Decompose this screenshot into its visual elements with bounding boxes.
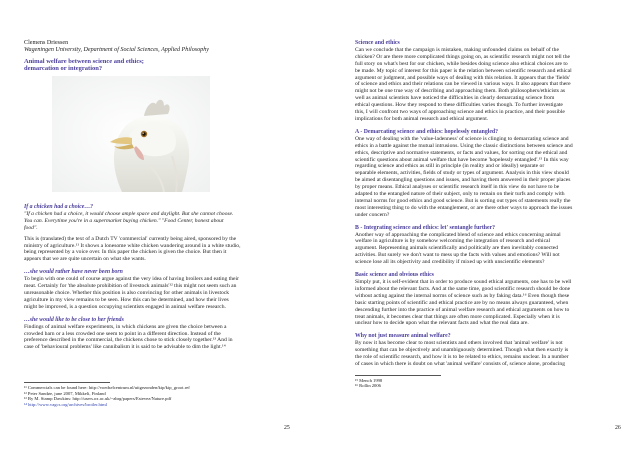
text-line: preference described in the commercial, the chickens chose to stick closely together.¹³ And in xyxy=(24,337,233,344)
text-line: Another way of approaching the complicated blend of science and ethics concerning animal xyxy=(355,231,561,238)
text-line: case of 'behavioural problems' like cannibalism it is said to be advisable to dim the light.¹⁴ xyxy=(24,344,226,351)
section-heading-basic-science: Basic science and obvious ethics xyxy=(355,272,434,279)
page-number: 26 xyxy=(615,425,621,431)
section-heading-close-to-friends: …she would like to be close to her friends xyxy=(24,316,124,323)
text-line: implications for both animal research and ethical argument. xyxy=(355,115,489,122)
text-line: crowded barn or a less crowded one seem to point in a different direction. Instead of the xyxy=(24,330,221,337)
text-line: ethics, descriptive and normative statements, or facts and values, for sorting out the ethical and xyxy=(355,149,568,156)
quote-line: "If a chicken had a choice, it would choose ample space and daylight. But she cannot choose. xyxy=(24,210,234,217)
section-heading-demarcating: A - Demarcating science and ethics: hopelessly entangled? xyxy=(355,128,499,135)
text-line: science lose all its objectivity and credibility if mixed up with unscientific elements? xyxy=(355,259,545,266)
text-line: One way of dealing with the 'value-ladenness' of science is clinging to demarcating science and xyxy=(355,135,569,142)
text-line: appears that we are quite uncertain on what she wants. xyxy=(24,256,146,263)
header-block xyxy=(24,40,292,73)
text-line: might not be one true way of describing and approaching them. Both philosophers/ethicists as xyxy=(355,88,566,95)
text-line: might be improved, is a question occupying scientists engaged in animal welfare research. xyxy=(24,303,226,310)
science-ethics-paragraph xyxy=(355,47,621,123)
text-line: argument. Representing animals scientifically and politically are then inevitably connected xyxy=(355,245,559,252)
never-born-paragraph xyxy=(24,276,292,311)
text-line: ethical questions. How they respond to these difficulties varies though. To further investigate xyxy=(355,102,563,109)
text-line: ethics in a battle against the mutual intrusions. Using the classic distinctions between science and xyxy=(355,142,573,149)
footnote-link[interactable]: ¹⁴ http://www.vagcs.org/archives/broiler.html xyxy=(24,401,107,407)
text-line: To begin with one could of course argue against the very idea of having broilers and eating their xyxy=(24,276,239,283)
measure-welfare-paragraph xyxy=(355,340,621,368)
footnote-divider xyxy=(355,375,441,376)
demarcating-paragraph xyxy=(355,136,621,219)
section-heading-science-ethics: Science and ethics xyxy=(355,40,400,46)
paper-title-line-2: demarcation or integration? xyxy=(24,65,103,73)
basic-science-paragraph xyxy=(355,279,621,327)
text-line: full story on what's best for our chicken, while besides doing science also ethical choices are to xyxy=(355,60,568,67)
text-line: the role of scientific research, and how it is to be related to ethics, remains unclear. In a number xyxy=(355,354,569,361)
text-line: well as animal scientists have noticed the difficulties in clearly demarcating science from xyxy=(355,95,555,102)
text-line: agriculture in my view remains to be seen. How this can be determined, and how their lives xyxy=(24,296,229,303)
text-line: being represented by a voice over. In this paper the chicken is given the choice. But then it xyxy=(24,249,227,256)
text-line: Findings of animal welfare experiments, in which chickens are given the choice between a xyxy=(24,323,227,330)
text-line: regarding science and ethics as still in principle (in reality and or ideally) separate or xyxy=(355,163,545,170)
text-line: something that can be objectively and unambiguously determined. Though what then exactly is xyxy=(355,347,569,354)
text-line: scientific questions about animal welfare that have become 'hopelessly entangled'.¹⁵ In this way xyxy=(355,156,569,163)
text-line: treat animals, it becomes clear that things are often more complicated. Especially when it is xyxy=(355,313,560,320)
text-line: be made. My topic of interest for this paper is the relation between scientific research and ethical xyxy=(355,67,572,74)
text-line: this, I will confront two ways of approaching science and ethics in practice, and their possible xyxy=(355,109,565,116)
text-line: unreasonable choice. Whether this position is also convincing for other animals in livestock xyxy=(24,289,230,296)
chicken-photo xyxy=(52,76,210,192)
text-line: meat. Certainly for 'the absolute prohibition of livestock animals'¹² this might not seem such an xyxy=(24,283,237,290)
text-line: by proper means. Ethical analyses or scientific research itself in this view do not have to be xyxy=(355,184,560,191)
text-line: ministry of agriculture.¹¹ It shows a lonesome white chicken wandering around in a white studio, xyxy=(24,242,241,249)
integrating-paragraph xyxy=(355,232,621,267)
text-line: descending further into the practice of animal welfare research and ethical arguments on how to xyxy=(355,306,570,313)
left-body xyxy=(24,204,292,351)
left-footnotes xyxy=(24,382,292,407)
text-line: of science and ethics and their relations can be viewed in various ways. It also appears that there xyxy=(355,81,571,88)
footnote: ¹³ By M. Stamp Dawkins: http://users.ox.ac.uk/~abrg/papers/Estevez/Nature.pdf xyxy=(24,396,172,402)
commercial-quote xyxy=(24,211,292,232)
paper-title xyxy=(24,58,292,73)
text-line: internal norms for good ethics and good science. But is sorting out types of statements really the xyxy=(355,197,571,204)
text-line: be aimed at disentangling questions and issues, and having them answered in their proper places xyxy=(355,177,571,184)
right-body xyxy=(355,40,621,389)
text-line: under concern? xyxy=(355,211,390,218)
quote-line: You can. Everytime you're in a supermarket buying chicken." "Food Center, honest about xyxy=(24,217,224,224)
text-line: This is (translated) the text of a Dutch TV 'commercial' currently being aired, sponsored by the xyxy=(24,235,237,242)
intro-paragraph xyxy=(24,236,292,264)
section-heading-measure-welfare: Why not just measure animal welfare? xyxy=(355,333,451,340)
footnote: ¹⁵ Mench 1998 xyxy=(355,377,383,383)
chicken-illustration xyxy=(52,76,210,192)
text-line: Can we conclude that the campaign is mistaken, making unfounded claims on behalf of the xyxy=(355,46,559,53)
text-line: activities. But surely we don't want to mess up the facts with values and emotions? Will not xyxy=(355,252,560,259)
footnote: ¹² Peter Sandøe, june 2007, Mikkeli, Finland xyxy=(24,390,106,396)
footnote: ¹⁶ Rollin 2006 xyxy=(355,383,381,389)
text-line: adapted to the entangled nature of their subject, only to remain on their turfs and comply with xyxy=(355,191,565,198)
author-affiliation: Wageningen University, Department of Social Sciences, Applied Philosophy xyxy=(24,47,209,54)
paper-title-line-1: Animal welfare between science and ethics; xyxy=(24,57,144,65)
footnote: ¹¹ Commercials can be found here: http://voedselcentrum.nl/uitgezonden/kip/kip_groot.ref xyxy=(24,385,190,390)
right-page xyxy=(319,0,638,452)
text-line: By now it has become clear to most scientists and others involved that 'animal welfare' is not xyxy=(355,340,563,347)
section-heading-integrating: B - Integrating science and ethics: let' sentangle further? xyxy=(355,224,496,231)
section-heading-never-born: …she would rather have never been born xyxy=(24,269,123,276)
text-line: of cases in which there is doubt on what 'animal welfare' consists of, science alone, producing xyxy=(355,360,566,367)
footnote-divider xyxy=(24,382,110,383)
text-line: separable elements, activities, fields of study or types of argument. Analysis in this view should xyxy=(355,170,569,177)
text-line: without acting against the internal norms of science such as by faking data.¹⁶ Even though these xyxy=(355,292,570,299)
text-line: unclear how to decide upon what the relevant facts and what the real data are. xyxy=(355,320,529,327)
author-name: Clemens Driessen xyxy=(24,40,69,46)
text-line: argument or judgment, and possible ways of dealing with this relation. It appears that the 'fields' xyxy=(355,74,570,81)
text-line: informed about the relevant facts. And at the same time, good scientific research should be done xyxy=(355,285,571,292)
section-heading-chicken-choice: If a chicken had a choice…? xyxy=(24,204,94,210)
text-line: chicken? Or are there more complicated things going on, as scientific research might not tell the xyxy=(355,53,570,60)
text-line: welfare in agriculture is by somehow welcoming the integration of research and ethical xyxy=(355,238,551,245)
quote-line: food". xyxy=(24,224,38,231)
page-number: 25 xyxy=(284,425,290,431)
text-line: most interesting thing to do with the entanglement, or are there other ways to approach the issues xyxy=(355,204,573,211)
text-line: basic starting points of scientific and ethical practice are by no means always guaranteed, when xyxy=(355,299,569,306)
text-line: Simply put, it is self-evident that in order to produce sound ethical arguments, one has to be well xyxy=(355,279,572,285)
friends-paragraph xyxy=(24,324,292,352)
